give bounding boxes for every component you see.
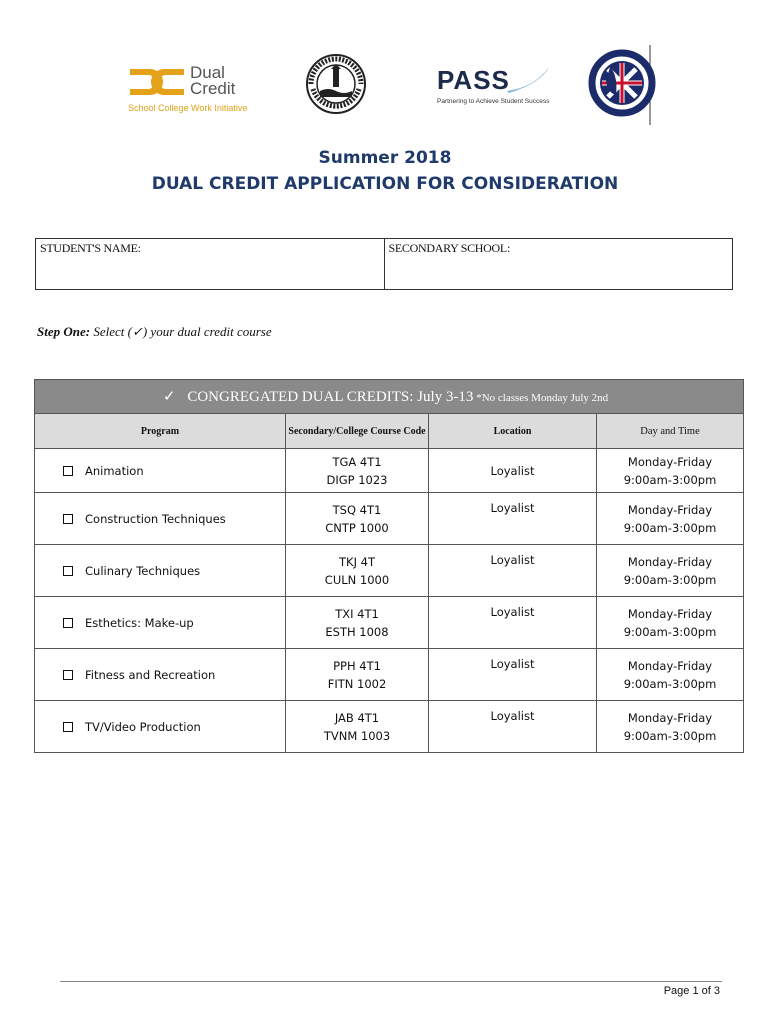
table-banner <box>35 380 744 414</box>
course-table <box>34 379 744 753</box>
course-checkbox[interactable] <box>63 566 73 576</box>
col-header-location: Location <box>429 414 597 449</box>
pass-logo <box>437 65 557 110</box>
location-cell: Loyalist <box>429 449 597 493</box>
day-range: Monday-Friday <box>627 454 713 469</box>
day-time-cell <box>597 449 744 493</box>
program-name: Esthetics: Make-up <box>85 615 194 630</box>
step-one-label: Step One: <box>37 324 91 339</box>
program-cell <box>35 597 286 649</box>
day-range: Monday-Friday <box>627 606 713 621</box>
day-range: Monday-Friday <box>627 502 713 517</box>
college-code: TVNM 1003 <box>323 728 391 743</box>
page-title-year: Summer 2018 <box>318 148 452 168</box>
banner-title: CONGREGATED DUAL CREDITS: July 3-13 <box>187 389 474 405</box>
table-row <box>35 701 744 753</box>
time-range: 9:00am-3:00pm <box>623 676 717 691</box>
course-checkbox[interactable] <box>63 514 73 524</box>
day-range: Monday-Friday <box>627 554 713 569</box>
student-info-box <box>35 238 733 290</box>
time-range: 9:00am-3:00pm <box>623 728 717 743</box>
secondary-code: TKJ 4T <box>339 554 375 569</box>
time-range: 9:00am-3:00pm <box>623 624 717 639</box>
loyalist-college-logo <box>588 45 656 125</box>
banner-note: *No classes Monday July 2nd <box>473 392 609 404</box>
program-name: Construction Techniques <box>85 511 226 526</box>
course-checkbox[interactable] <box>63 466 73 476</box>
day-time-cell <box>597 701 744 753</box>
secondary-school-label: SECONDARY SCHOOL: <box>388 241 510 255</box>
table-row <box>35 597 744 649</box>
college-code: CULN 1000 <box>324 572 390 587</box>
program-cell <box>35 449 286 493</box>
student-name-label: STUDENT'S NAME: <box>40 241 141 255</box>
page-title: DUAL CREDIT APPLICATION FOR CONSIDERATION <box>151 174 619 194</box>
table-row <box>35 545 744 597</box>
program-name: TV/Video Production <box>85 719 201 734</box>
footer-divider <box>60 981 722 982</box>
program-name: Culinary Techniques <box>85 563 201 578</box>
program-cell <box>35 545 286 597</box>
location-cell: Loyalist <box>429 597 597 649</box>
col-header-code: Secondary/College Course Code <box>286 414 429 449</box>
day-time-cell <box>597 545 744 597</box>
secondary-code: TGA 4T1 <box>332 454 382 469</box>
secondary-code: TSQ 4T1 <box>332 502 382 517</box>
secondary-code: PPH 4T1 <box>333 658 381 673</box>
pass-word: PASS <box>437 65 510 95</box>
day-range: Monday-Friday <box>627 658 713 673</box>
table-row <box>35 649 744 701</box>
dual-credit-mark-icon <box>128 67 186 97</box>
student-name-field[interactable] <box>36 239 384 289</box>
day-range: Monday-Friday <box>627 710 713 725</box>
location-cell: Loyalist <box>429 493 597 545</box>
program-name: Fitness and Recreation <box>85 667 216 682</box>
dual-credit-word1: Dual <box>190 63 225 82</box>
code-cell <box>286 545 429 597</box>
table-row <box>35 449 744 493</box>
dual-credit-logo <box>128 65 258 115</box>
program-name: Animation <box>85 463 144 478</box>
dual-credit-word2: Credit <box>190 79 236 98</box>
pass-swoosh-icon <box>505 65 551 95</box>
school-board-seal-icon <box>305 53 367 115</box>
course-checkbox[interactable] <box>63 670 73 680</box>
code-cell <box>286 701 429 753</box>
location-cell: Loyalist <box>429 701 597 753</box>
loyalist-crest-icon <box>588 45 656 125</box>
dual-credit-tagline: School College Work Initiative <box>128 103 248 113</box>
logo-strip <box>0 45 770 130</box>
code-cell <box>286 493 429 545</box>
time-range: 9:00am-3:00pm <box>623 472 717 487</box>
step-one-instruction <box>37 324 272 340</box>
program-cell <box>35 701 286 753</box>
school-board-seal <box>305 53 367 115</box>
program-cell <box>35 493 286 545</box>
table-row <box>35 493 744 545</box>
pass-tagline: Partnering to Achieve Student Success <box>437 98 550 105</box>
time-range: 9:00am-3:00pm <box>623 572 717 587</box>
college-code: CNTP 1000 <box>325 520 389 535</box>
location-cell: Loyalist <box>429 649 597 701</box>
location-cell: Loyalist <box>429 545 597 597</box>
code-cell <box>286 597 429 649</box>
secondary-school-field[interactable] <box>384 239 733 289</box>
code-cell <box>286 649 429 701</box>
college-code: ESTH 1008 <box>325 624 389 639</box>
table-header-row <box>35 414 744 449</box>
course-checkbox[interactable] <box>63 618 73 628</box>
secondary-code: JAB 4T1 <box>334 710 380 725</box>
day-time-cell <box>597 649 744 701</box>
page-number: Page 1 of 3 <box>663 985 720 997</box>
step-one-text: Select (✓) your dual credit course <box>90 324 272 339</box>
code-cell <box>286 449 429 493</box>
program-cell <box>35 649 286 701</box>
col-header-day-time: Day and Time <box>597 414 744 449</box>
time-range: 9:00am-3:00pm <box>623 520 717 535</box>
day-time-cell <box>597 597 744 649</box>
col-header-program: Program <box>35 414 286 449</box>
college-code: DIGP 1023 <box>326 472 388 487</box>
college-code: FITN 1002 <box>327 676 387 691</box>
course-checkbox[interactable] <box>63 722 73 732</box>
day-time-cell <box>597 493 744 545</box>
banner-check-icon: ✓ <box>163 389 176 405</box>
secondary-code: TXI 4T1 <box>335 606 379 621</box>
